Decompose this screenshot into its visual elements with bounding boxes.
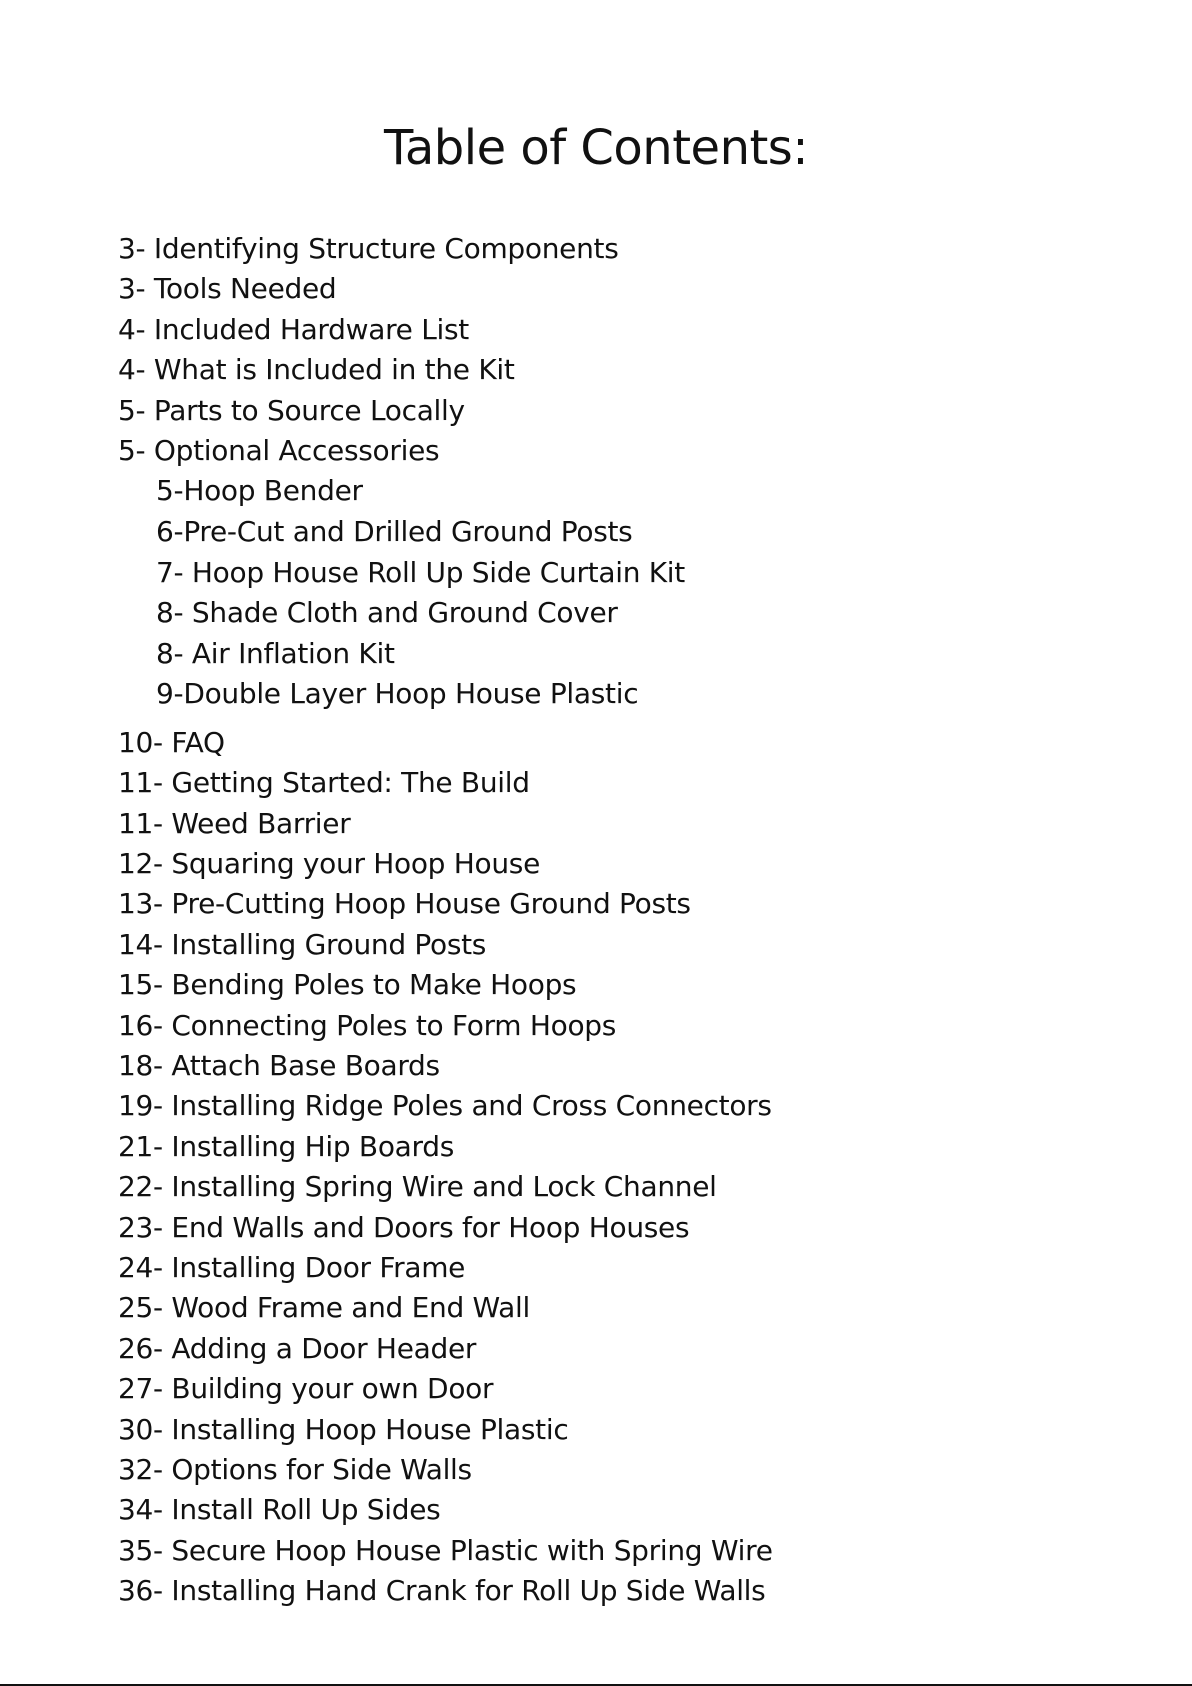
toc-entry[interactable]: 11- Weed Barrier [118,806,351,840]
toc-entry[interactable]: 30- Installing Hoop House Plastic [118,1412,569,1446]
toc-sub-entry[interactable]: 8- Air Inflation Kit [156,636,395,670]
toc-entry[interactable]: 24- Installing Door Frame [118,1250,466,1284]
toc-entry[interactable]: 16- Connecting Poles to Form Hoops [118,1008,617,1042]
toc-entry[interactable]: 4- What is Included in the Kit [118,353,515,387]
toc-entry[interactable]: 15- Bending Poles to Make Hoops [118,968,577,1002]
toc-entry[interactable]: 5- Optional Accessories [118,433,440,467]
toc-entry[interactable]: 35- Secure Hoop House Plastic with Spring Wire [118,1533,773,1567]
toc-sub-entry[interactable]: 5-Hoop Bender [156,474,363,508]
toc-entry[interactable]: 19- Installing Ridge Poles and Cross Connectors [118,1089,772,1123]
toc-entry[interactable]: 26- Adding a Door Header [118,1331,477,1365]
toc-entry[interactable]: 18- Attach Base Boards [118,1049,440,1083]
toc-entry[interactable]: 22- Installing Spring Wire and Lock Channel [118,1170,717,1204]
toc-entry[interactable]: 36- Installing Hand Crank for Roll Up Side Walls [118,1574,766,1608]
toc-entry[interactable]: 12- Squaring your Hoop House [118,847,540,881]
toc-entry[interactable]: 3- Identifying Structure Components [118,232,619,265]
toc-entry[interactable]: 23- End Walls and Doors for Hoop Houses [118,1210,690,1244]
toc-entry[interactable]: 10- FAQ [118,725,225,759]
toc-entry[interactable]: 4- Included Hardware List [118,312,469,346]
toc-entry[interactable]: 25- Wood Frame and End Wall [118,1291,530,1325]
toc-sub-entry[interactable]: 6-Pre-Cut and Drilled Ground Posts [156,514,633,548]
toc-entry[interactable]: 11- Getting Started: The Build [118,766,530,800]
toc-entry[interactable]: 27- Building your own Door [118,1372,494,1406]
toc-entry[interactable]: 3- Tools Needed [118,272,337,306]
toc-entry[interactable]: 13- Pre-Cutting Hoop House Ground Posts [118,887,691,921]
table-of-contents [118,229,773,1612]
toc-spacer [118,715,773,723]
toc-sub-entry[interactable]: 8- Shade Cloth and Ground Cover [156,596,618,630]
toc-entry[interactable]: 21- Installing Hip Boards [118,1129,455,1163]
toc-sub-entry[interactable]: 7- Hoop House Roll Up Side Curtain Kit [156,555,685,589]
toc-entry[interactable]: 14- Installing Ground Posts [118,927,487,961]
toc-entry[interactable]: 32- Options for Side Walls [118,1452,472,1486]
page-title: Table of Contents: [384,120,808,176]
toc-entry[interactable]: 5- Parts to Source Locally [118,393,465,427]
toc-sub-entry[interactable]: 9-Double Layer Hoop House Plastic [156,677,639,711]
toc-entry[interactable]: 34- Install Roll Up Sides [118,1493,441,1527]
